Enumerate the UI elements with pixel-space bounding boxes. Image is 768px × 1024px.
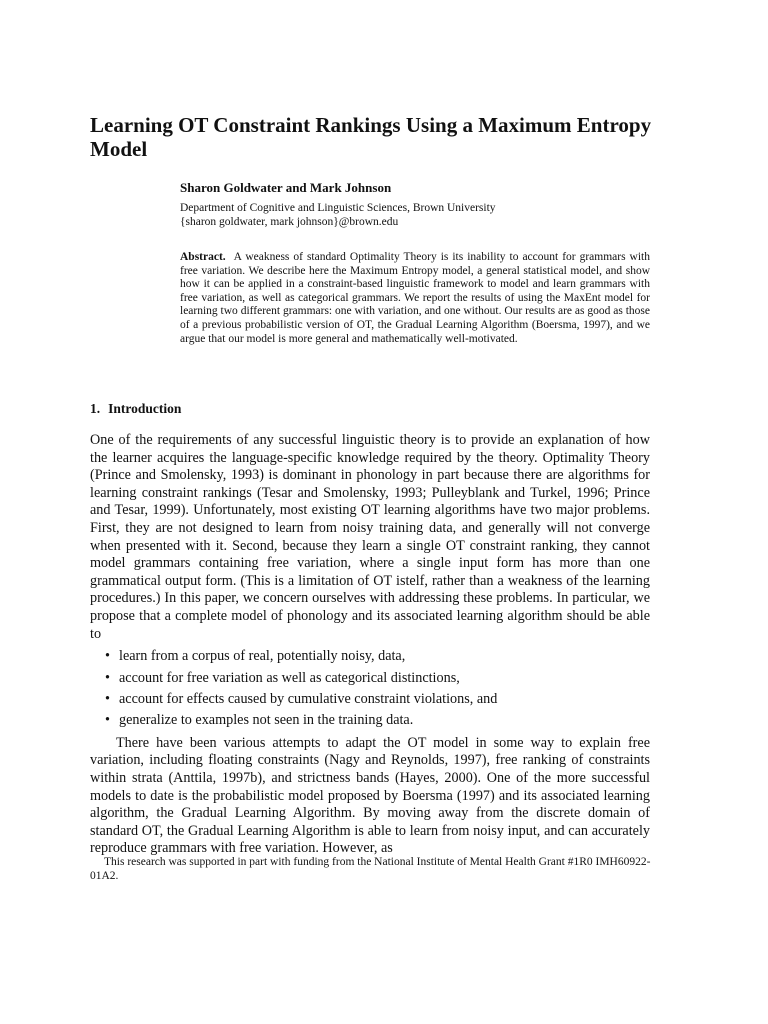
requirements-list <box>90 646 650 732</box>
section-number: 1. <box>90 401 101 416</box>
list-item <box>90 689 650 710</box>
introduction-body <box>90 432 650 858</box>
list-item <box>90 646 650 667</box>
author-names: Sharon Goldwater and Mark Johnson <box>180 180 392 195</box>
abstract-text: A weakness of standard Optimality Theory is its inability to account for grammars with free variation. We describe here the Maximum Entropy model, a general statistical model, and show how it can be applied in a constraint-based linguistic framework to model and learn grammars with free variation, as well as categorical grammars. We report the results of using the MaxEnt model for learning two different grammars: one with variation, and one without. Our results are as good as those of a previous probabilistic version of OT, the Gradual Learning Algorithm (Boersma, 1997), and we argue that our model is more general and mathematically well-motivated. <box>180 251 650 345</box>
list-item <box>90 710 650 731</box>
list-item-text: account for effects caused by cumulative constraint violations, and <box>119 690 498 707</box>
list-item <box>90 668 650 689</box>
list-item-text: learn from a corpus of real, potentially noisy, data, <box>119 648 406 665</box>
intro-paragraph-2: There have been various attempts to adapt the OT model in some way to explain free variation, including floating constraints (Nagy and Reynolds, 1997), free ranking of constraints within strata (Anttila, 1997b), and strictness bands (Hayes, 2000). One of the more successful models to date is the probabilistic model proposed by Boersma (1997) and its associated learning algorithm, the Gradual Learning Algorithm. By moving away from the discrete domain of standard OT, the Gradual Learning Algorithm is able to learn from noisy input, and can accurately reproduce grammars with free variation. However, as <box>90 734 650 857</box>
paper-title: Learning OT Constraint Rankings Using a Maximum Entropy Model <box>90 113 652 161</box>
bullet-icon: • <box>105 690 110 707</box>
intro-paragraph-1: One of the requirements of any successful linguistic theory is to provide an explanation of how the learner acquires the language-specific knowledge required by the theory. Optimality Theory (Prince and Smolensky, 1993) is dominant in phonology in part because there are algorithms for learning constraint rankings (Tesar and Smolensky, 1993; Pulleyblank and Turkel, 1996; Prince and Tesar, 1999). Unfortunately, most existing OT learning algorithms have two major problems. First, they are not designed to learn from noisy training data, and generally will not converge when presented with it. Second, because they learn a single OT constraint ranking, they cannot model grammars containing free variation, where a single input form has more than one grammatical output form. (This is a limitation of OT istelf, rather than a weakness of the learning procedures.) In this paper, we concern ourselves with addressing these problems. In particular, we propose that a complete model of phonology and its associated learning algorithm should be able to <box>90 432 650 642</box>
author-emails: {sharon goldwater, mark johnson}@brown.edu <box>180 216 399 228</box>
section-heading <box>90 401 181 417</box>
front-matter <box>180 180 650 346</box>
list-item-text: generalize to examples not seen in the training data. <box>119 712 414 729</box>
section-title: Introduction <box>108 401 182 416</box>
bullet-icon: • <box>105 648 110 665</box>
bullet-icon: • <box>105 669 110 686</box>
abstract-label: Abstract. <box>180 251 226 263</box>
abstract <box>180 251 650 346</box>
list-item-text: account for free variation as well as categorical distinctions, <box>119 669 460 686</box>
bullet-icon: • <box>105 712 110 729</box>
funding-footnote: This research was supported in part with funding from the National Institute of Mental Health Grant #1R0 IMH60922-01A2. <box>90 856 651 882</box>
affiliation: Department of Cognitive and Linguistic Sciences, Brown University <box>180 202 496 214</box>
